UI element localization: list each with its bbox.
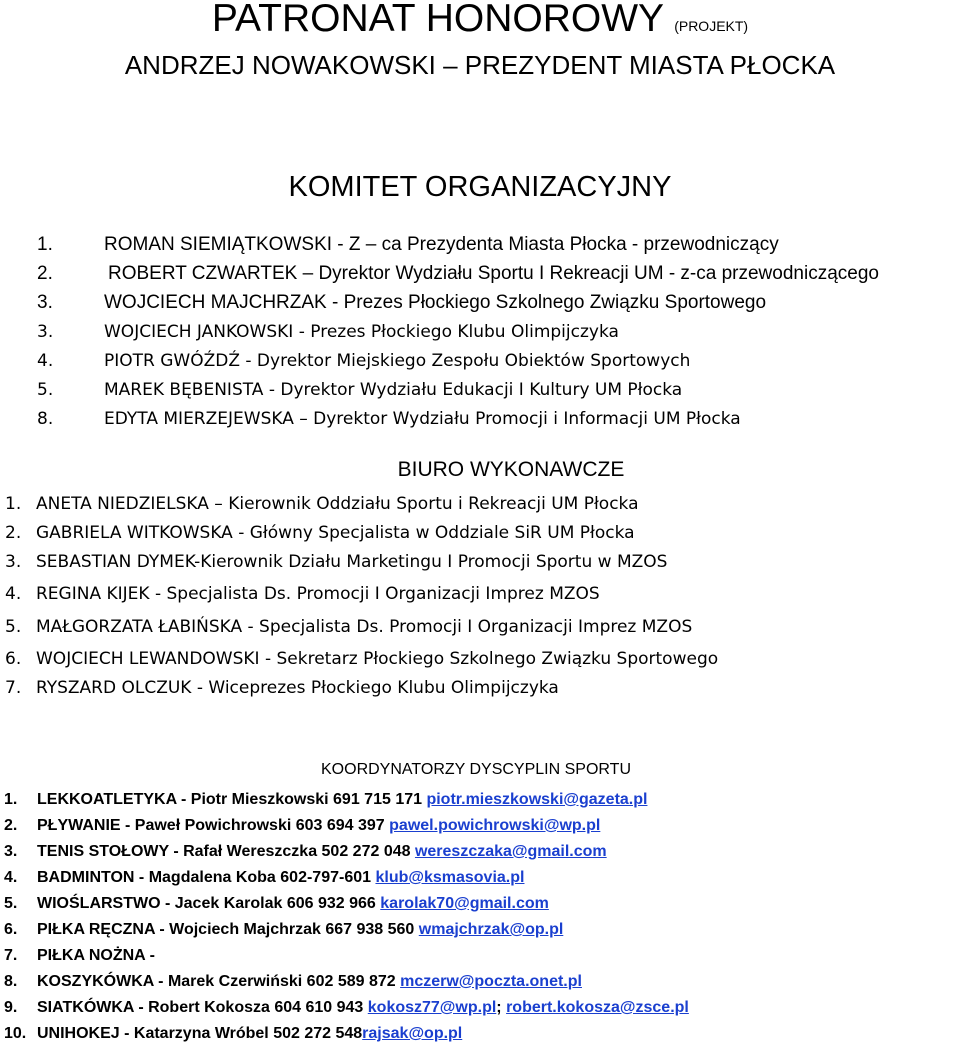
item-number: 5. bbox=[4, 895, 18, 912]
biuro-item-3 bbox=[0, 550, 960, 574]
item-text: KOSZYKÓWKA - Marek Czerwiński 602 589 872 bbox=[37, 973, 401, 990]
item-text: PIŁKA NOŻNA - bbox=[37, 947, 155, 964]
komitet-item-4 bbox=[0, 320, 960, 344]
email-separator: ; bbox=[496, 999, 507, 1016]
item-number: 7. bbox=[5, 678, 22, 698]
item-number: 5. bbox=[5, 617, 22, 637]
biuro-item-5 bbox=[0, 615, 960, 639]
item-number: 4. bbox=[4, 869, 18, 886]
email-link[interactable]: wmajchrzak@op.pl bbox=[418, 921, 564, 938]
email-link[interactable]: klub@ksmasovia.pl bbox=[375, 869, 525, 886]
item-number: 9. bbox=[4, 999, 18, 1016]
item-number: 2. bbox=[5, 523, 22, 543]
item-text: ROMAN SIEMIĄTKOWSKI - Z – ca Prezydenta Miasta Płocka - przewodniczący bbox=[104, 234, 779, 255]
komitet-item-5 bbox=[0, 349, 960, 373]
item-number: 2. bbox=[4, 817, 18, 834]
item-text: BADMINTON - Magdalena Koba 602-797-601 bbox=[37, 869, 376, 886]
email-link[interactable]: kokosz77@wp.pl bbox=[367, 999, 497, 1016]
item-number: 6. bbox=[5, 649, 22, 669]
email-link[interactable]: pawel.powichrowski@wp.pl bbox=[389, 817, 601, 834]
item-text: ROBERT CZWARTEK – Dyrektor Wydziału Sportu I Rekreacji UM - z-ca przewodniczącego bbox=[108, 263, 879, 284]
item-text: EDYTA MIERZEJEWSKA – Dyrektor Wydziału Promocji i Informacji UM Płocka bbox=[104, 409, 741, 429]
item-number: 5. bbox=[37, 380, 54, 400]
koord-item-6 bbox=[0, 919, 960, 941]
komitet-item-6 bbox=[0, 378, 960, 402]
koord-item-5 bbox=[0, 893, 960, 915]
item-text: GABRIELA WITKOWSKA - Główny Specjalista w Oddziale SiR UM Płocka bbox=[36, 523, 635, 543]
item-text: SIATKÓWKA - Robert Kokosza 604 610 943 bbox=[37, 999, 368, 1016]
item-number: 1. bbox=[5, 494, 22, 514]
komitet-item-7 bbox=[0, 407, 960, 431]
item-text: SEBASTIAN DYMEK-Kierownik Działu Marketingu I Promocji Sportu w MZOS bbox=[36, 552, 668, 572]
item-text: MAŁGORZATA ŁABIŃSKA - Specjalista Ds. Promocji I Organizacji Imprez MZOS bbox=[36, 617, 693, 637]
biuro-item-1 bbox=[0, 492, 960, 516]
item-number: 7. bbox=[4, 947, 18, 964]
item-number: 3. bbox=[5, 552, 22, 572]
item-text: TENIS STOŁOWY - Rafał Wereszczka 502 272 048 bbox=[37, 843, 415, 860]
item-text: LEKKOATLETYKA - Piotr Mieszkowski 691 715 171 bbox=[37, 791, 427, 808]
item-number: 1. bbox=[4, 791, 18, 808]
email-link[interactable]: wereszczaka@gmail.com bbox=[414, 843, 607, 860]
biuro-item-6 bbox=[0, 647, 960, 671]
item-number: 3. bbox=[37, 322, 54, 342]
koord-item-8 bbox=[0, 971, 960, 993]
item-text: PŁYWANIE - Paweł Powichrowski 603 694 397 bbox=[37, 817, 390, 834]
email-link[interactable]: mczerw@poczta.onet.pl bbox=[400, 973, 582, 990]
item-text: WOJCIECH MAJCHRZAK - Prezes Płockiego Szkolnego Związku Sportowego bbox=[104, 292, 767, 313]
item-text: UNIHOKEJ - Katarzyna Wróbel 502 272 548 bbox=[37, 1025, 363, 1042]
koord-item-9 bbox=[0, 997, 960, 1019]
koord-item-1 bbox=[0, 789, 960, 811]
koord-item-10 bbox=[0, 1023, 960, 1045]
item-text: REGINA KIJEK - Specjalista Ds. Promocji I Organizacji Imprez MZOS bbox=[36, 584, 600, 604]
komitet-item-2 bbox=[0, 262, 960, 286]
biuro-heading: BIURO WYKONAWCZE bbox=[397, 458, 625, 481]
koord-item-7 bbox=[0, 945, 960, 967]
item-number: 3. bbox=[37, 292, 53, 313]
item-number: 1. bbox=[37, 234, 53, 255]
item-text: PIOTR GWÓŹDŹ - Dyrektor Miejskiego Zespołu Obiektów Sportowych bbox=[104, 351, 691, 371]
komitet-item-3 bbox=[0, 291, 960, 315]
koord-item-2 bbox=[0, 815, 960, 837]
item-text: WOJCIECH LEWANDOWSKI - Sekretarz Płockiego Szkolnego Związku Sportowego bbox=[36, 649, 719, 669]
item-text: ANETA NIEDZIELSKA – Kierownik Oddziału Sportu i Rekreacji UM Płocka bbox=[36, 494, 639, 514]
item-number: 6. bbox=[4, 921, 18, 938]
koord-item-4 bbox=[0, 867, 960, 889]
page-title bbox=[0, 0, 960, 49]
item-text: PIŁKA RĘCZNA - Wojciech Majchrzak 667 938 560 bbox=[37, 921, 419, 938]
email-link[interactable]: rajsak@op.pl bbox=[362, 1025, 463, 1042]
title-text: PATRONAT HONOROWY bbox=[211, 0, 664, 40]
biuro-item-2 bbox=[0, 521, 960, 545]
koord-item-3 bbox=[0, 841, 960, 863]
biuro-item-7 bbox=[0, 676, 960, 700]
koordynatorzy-heading: KOORDYNATORZY DYSCYPLIN SPORTU bbox=[321, 761, 631, 778]
komitet-item-1 bbox=[0, 233, 960, 257]
email-link-2[interactable]: robert.kokosza@zsce.pl bbox=[506, 999, 689, 1016]
komitet-heading: KOMITET ORGANIZACYJNY bbox=[288, 171, 672, 203]
email-link[interactable]: piotr.mieszkowski@gazeta.pl bbox=[426, 791, 648, 808]
biuro-item-4 bbox=[0, 582, 960, 606]
title-note: (PROJEKT) bbox=[674, 18, 749, 34]
item-number: 2. bbox=[37, 263, 53, 284]
item-number: 8. bbox=[37, 409, 54, 429]
item-text: WIOŚLARSTWO - Jacek Karolak 606 932 966 bbox=[37, 895, 381, 912]
email-link[interactable]: karolak70@gmail.com bbox=[380, 895, 549, 912]
item-text: MAREK BĘBENISTA - Dyrektor Wydziału Edukacji I Kultury UM Płocka bbox=[104, 380, 683, 400]
page-subtitle: ANDRZEJ NOWAKOWSKI – PREZYDENT MIASTA PŁOCKA bbox=[124, 50, 836, 80]
item-number: 10. bbox=[4, 1025, 27, 1042]
item-number: 4. bbox=[5, 584, 22, 604]
item-number: 4. bbox=[37, 351, 54, 371]
item-text: RYSZARD OLCZUK - Wiceprezes Płockiego Klubu Olimpijczyka bbox=[36, 678, 559, 698]
item-number: 3. bbox=[4, 843, 18, 860]
item-number: 8. bbox=[4, 973, 18, 990]
item-text: WOJCIECH JANKOWSKI - Prezes Płockiego Klubu Olimpijczyka bbox=[104, 322, 619, 342]
